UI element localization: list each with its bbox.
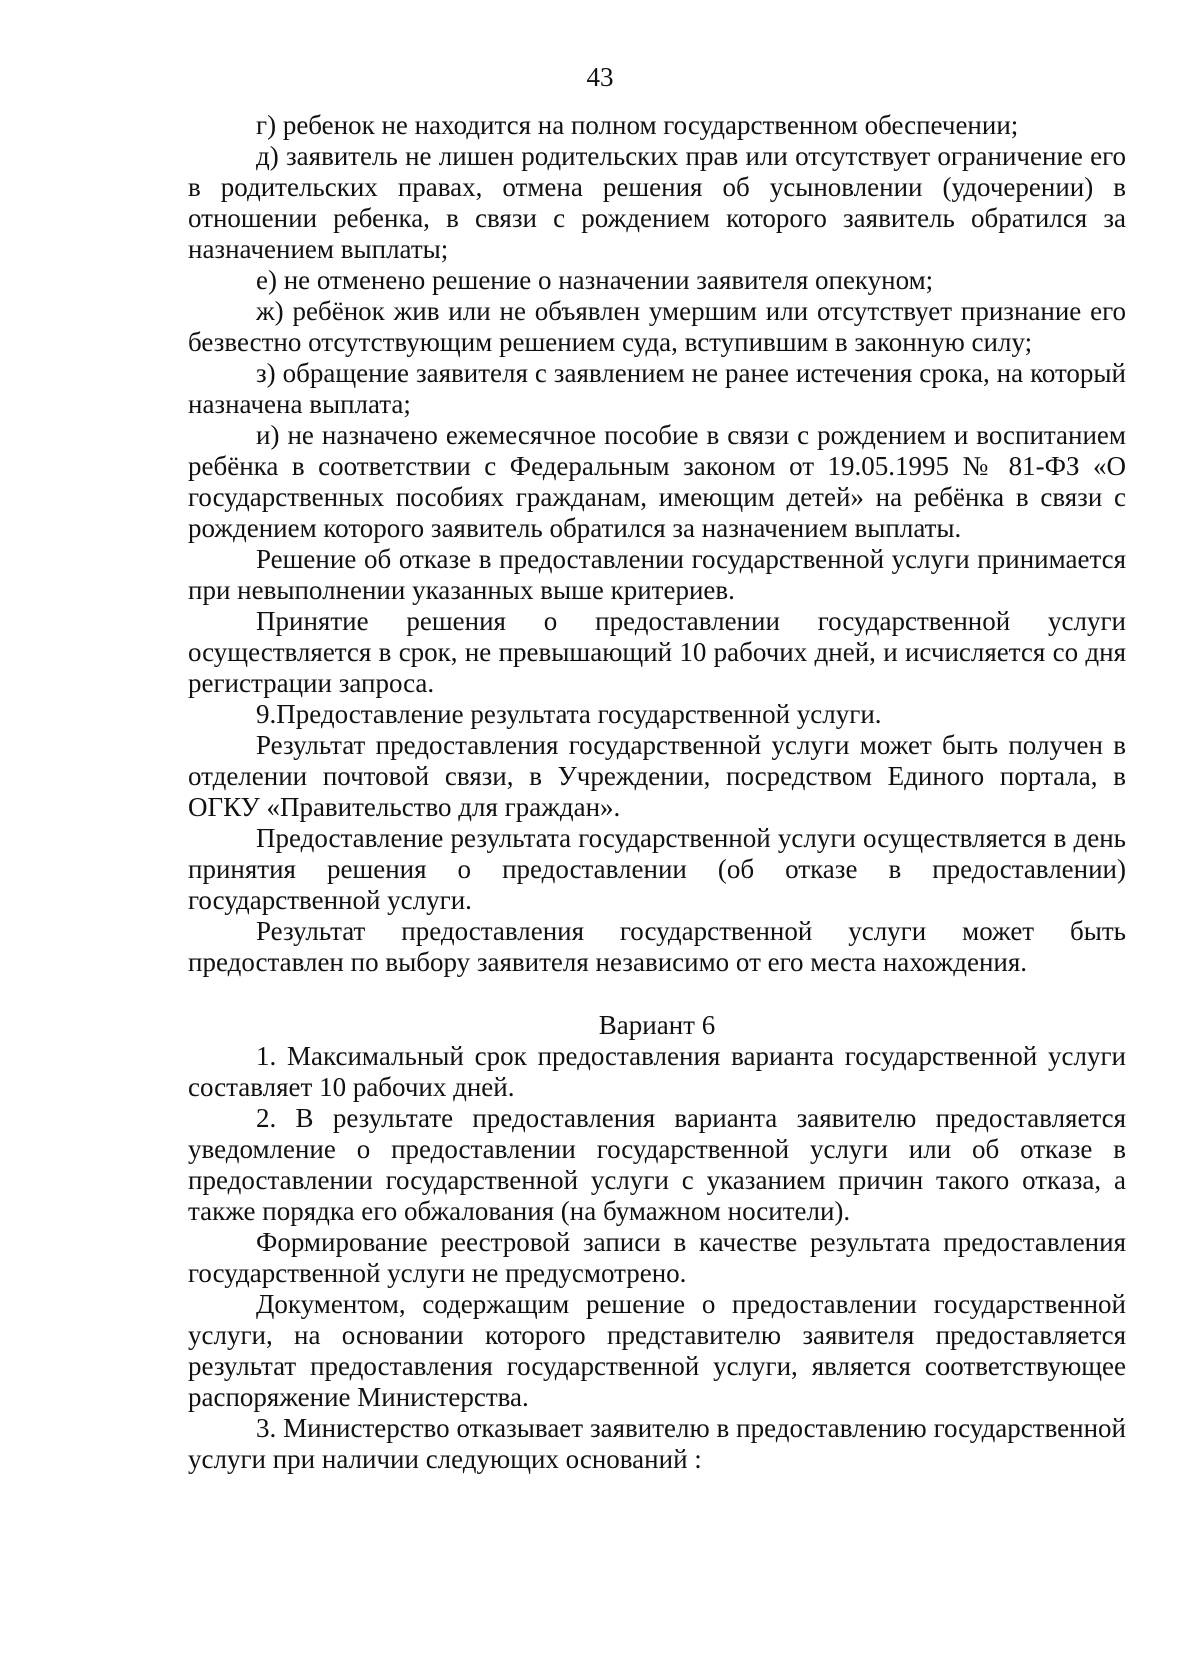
section-spacer [188, 978, 1126, 1010]
decision-term-paragraph: Принятие решения о предоставлении государственной услуги осуществляется в срок, не превышающий 10 рабочих дней, и исчисляется со дня регистрации запроса. [188, 606, 1126, 698]
page-number: 43 [586, 62, 614, 92]
criterion-g: г) ребенок не находится на полном государственном обеспечении; [256, 110, 1019, 140]
refusal-paragraph: Решение об отказе в предоставлении государственной услуги принимается при невыполнении указанных выше критериев. [188, 544, 1126, 605]
criterion-e: е) не отменено решение о назначении заявителя опекуном; [256, 265, 934, 295]
criterion-zh: ж) ребёнок жив или не объявлен умершим или отсутствует признание его безвестно отсутствующим решением суда, вступившим в законную силу; [188, 296, 1126, 357]
registry-record-paragraph: Формирование реестровой записи в качестве результата предоставления государственной услуги не предусмотрено. [188, 1227, 1126, 1288]
result-timing-paragraph: Предоставление результата государственной услуги осуществляется в день принятия решения о предоставлении (об отказе в предоставлении) государственной услуги. [188, 823, 1126, 915]
document-body [188, 110, 1126, 1475]
result-provision-heading: 9.Предоставление результата государственной услуги. [256, 699, 882, 729]
variant-item-2: 2. В результате предоставления варианта заявителю предоставляется уведомление о предоставлении государственной услуги или об отказе в предоставлении государственной услуги с указанием причин такого отказа, а также порядка его обжалования (на бумажном носители). [188, 1103, 1126, 1226]
criterion-d: д) заявитель не лишен родительских прав или отсутствует ограничение его в родительских правах, отмена решения об усыновлении (удочерении) в отношении ребенка, в связи с рождением которого заявитель обратился за назначением выплаты; [188, 141, 1126, 264]
criterion-i: и) не назначено ежемесячное пособие в связи с рождением и воспитанием ребёнка в соответствии с Федеральным законом от 19.05.1995 № 81-ФЗ «О государственных пособиях гражданам, имеющим детей» на ребёнка в связи с рождением которого заявитель обратился за назначением выплаты. [188, 420, 1126, 543]
variant-item-3: 3. Министерство отказывает заявителю в предоставлению государственной услуги при наличии следующих оснований : [188, 1413, 1126, 1474]
variant-heading: Вариант 6 [598, 1010, 716, 1040]
variant-item-1: 1. Максимальный срок предоставления варианта государственной услуги составляет 10 рабочих дней. [188, 1041, 1126, 1102]
result-location-paragraph: Результат предоставления государственной услуги может быть предоставлен по выбору заявителя независимо от его места нахождения. [188, 916, 1126, 977]
decision-document-paragraph: Документом, содержащим решение о предоставлении государственной услуги, на основании которого представителю заявителя предоставляется результат предоставления государственной услуги, является соответствующее распоряжение Министерства. [188, 1289, 1126, 1412]
result-channels-paragraph: Результат предоставления государственной услуги может быть получен в отделении почтовой связи, в Учреждении, посредством Единого портала, в ОГКУ «Правительство для граждан». [188, 730, 1126, 822]
criterion-z: з) обращение заявителя с заявлением не ранее истечения срока, на который назначена выплата; [188, 358, 1126, 419]
